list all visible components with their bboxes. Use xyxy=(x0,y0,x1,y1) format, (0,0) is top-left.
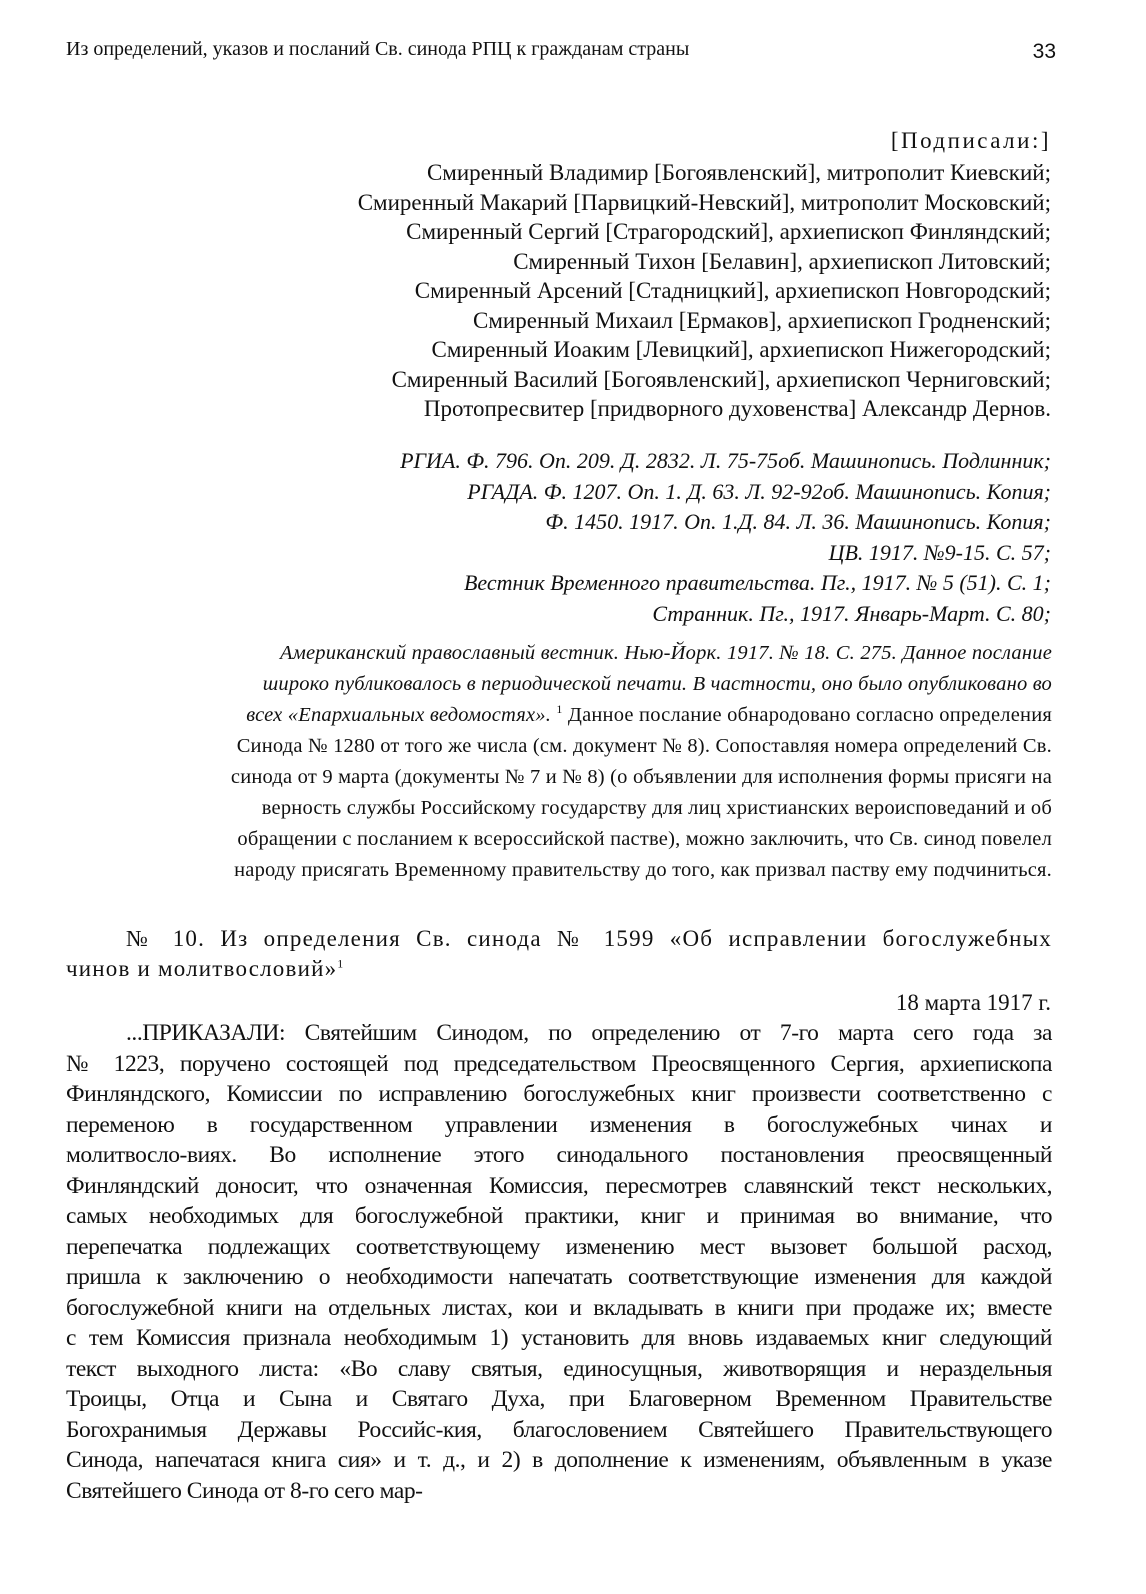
note-regular-fragment: Данное послание обнародовано согласно определения xyxy=(567,704,1052,726)
signature-line: Смиренный Михаил [Ермаков], архиепископ Гродненский; xyxy=(473,307,1051,333)
body-line: Святейшего Синода от 8-го сего мар- xyxy=(66,1477,423,1504)
page-header xyxy=(66,36,1056,70)
document-title-line: № 10. Из определения Св. синода № 1599 «Об исправлении богослужебных xyxy=(126,926,1052,951)
body-line: самых необходимых для богослужебной практики, книг и принимая во внимание, что xyxy=(66,1203,1052,1229)
body-line: богослужебной книги на отдельных листах, кои и вкладывать в книги при продаже их; вместе xyxy=(66,1294,1052,1321)
document-title xyxy=(66,924,1052,984)
document-title-end: чинов и молитвословий» xyxy=(66,956,338,981)
signature-line: Смиренный Тихон [Белавин], архиепископ Литовский; xyxy=(513,248,1051,274)
body-line: Троицы, Отца и Сына и Святаго Духа, при Благоверном Временном Правительстве xyxy=(66,1386,1052,1412)
running-title: Из определений, указов и посланий Св. синода РПЦ к гражданам страны xyxy=(66,38,690,60)
body-line: молитвосло-виях. Во исполнение этого синодального постановления преосвященный xyxy=(66,1142,1052,1168)
note-line: народу присягать Временному правительству до того, как призвал паству ему подчиниться. xyxy=(234,859,1052,881)
signatures-list xyxy=(358,158,1051,424)
signature-line: Смиренный Владимир [Богоявленский], митрополит Киевский; xyxy=(426,160,1051,185)
body-line: перепечатка подлежащих соответствующему изменению мест вызовет большой расход, xyxy=(66,1233,1052,1260)
footnote-mark: 1 xyxy=(556,702,563,717)
body-line: текст выходного листа: «Во славу святыя, единосущныя, животворящия и нераздельныя xyxy=(66,1355,1052,1382)
body-line: ...ПРИКАЗАЛИ: Святейшим Синодом, по определению от 7-го марта сего года за xyxy=(126,1020,1052,1046)
note-line xyxy=(90,700,1052,731)
signature-line: Смиренный Арсений [Стадницкий], архиепископ Новгородский; xyxy=(414,278,1051,303)
source-line: ЦВ. 1917. №9-15. С. 57; xyxy=(828,539,1051,565)
document-title-line xyxy=(66,954,1052,984)
editorial-note xyxy=(90,638,1052,886)
document-body xyxy=(66,1018,1052,1506)
source-line: Странник. Пг., 1917. Январь-Март. С. 80; xyxy=(652,600,1051,626)
note-line: Синода № 1280 от того же числа (см. документ № 8). Сопоставляя номера определений Св. xyxy=(236,735,1052,757)
note-line: широко публиковалось в периодической печати. В частности, оно было опубликовано во xyxy=(262,673,1052,695)
note-line: обращении с посланием к всероссийской пастве), можно заключить, что Св. синод повелел xyxy=(237,828,1052,850)
signatures-heading: [Подписали:] xyxy=(890,128,1051,153)
body-line: Богохранимыя Державы Российс-кия, благословением Святейшего Правительствующего xyxy=(66,1416,1052,1443)
source-line: Вестник Временного правительства. Пг., 1917. № 5 (51). С. 1; xyxy=(463,570,1051,595)
note-line: верность службы Российскому государству для лиц христианских вероисповеданий и об xyxy=(261,797,1052,819)
body-line: № 1223, поручено состоящей под председательством Преосвященного Сергия, архиепископа xyxy=(66,1050,1052,1077)
note-italic-fragment: всех «Епархиальных ведомостях». xyxy=(246,704,552,726)
signature-line: Смиренный Василий [Богоявленский], архиепископ Черниговский; xyxy=(391,366,1051,392)
signature-line: Смиренный Макарий [Парвицкий-Невский], митрополит Московский; xyxy=(357,189,1051,215)
body-line: с тем Комиссия признала необходимым 1) установить для вновь издаваемых книг следующий xyxy=(66,1325,1052,1351)
source-line: Ф. 1450. 1917. Оп. 1.Д. 84. Л. 36. Машинопись. Копия; xyxy=(545,509,1051,534)
body-line: пришла к заключению о необходимости напечатать соответствующие изменения для каждой xyxy=(66,1264,1052,1290)
body-line: Синода, напечатася книга сия» и т. д., и 2) в дополнение к изменениям, объявленным в указе xyxy=(66,1447,1052,1473)
signature-line: Смиренный Сергий [Страгородский], архиепископ Финляндский; xyxy=(406,219,1051,244)
document-date: 18 марта 1917 г. xyxy=(895,990,1051,1015)
note-line: Американский православный вестник. Нью-Йорк. 1917. № 18. С. 275. Данное послание xyxy=(280,642,1052,664)
source-line: РГИА. Ф. 796. Оп. 209. Д. 2832. Л. 75-75об. Машинопись. Подлинник; xyxy=(400,448,1051,473)
body-line: Финляндского, Комиссии по исправлению богослужебных книг произвести соответственно с xyxy=(66,1081,1052,1107)
archival-sources xyxy=(400,446,1051,629)
footnote-mark: 1 xyxy=(337,956,345,971)
body-line: Финляндский доносит, что означенная Комиссия, пересмотрев славянский текст нескольких, xyxy=(66,1172,1052,1199)
signature-line: Протопресвитер [придворного духовенства] Александр Дернов. xyxy=(423,396,1051,421)
source-line: РГАДА. Ф. 1207. Оп. 1. Д. 63. Л. 92-92об. Машинопись. Копия; xyxy=(467,478,1051,504)
note-line: синода от 9 марта (документы № 7 и № 8) (о объявлении для исполнения формы присяги на xyxy=(230,766,1052,788)
body-line: переменою в государственном управлении изменения в богослужебных чинах и xyxy=(66,1111,1052,1138)
page-number: 33 xyxy=(1032,40,1056,63)
signature-line: Смиренный Иоаким [Левицкий], архиепископ Нижегородский; xyxy=(431,337,1051,362)
